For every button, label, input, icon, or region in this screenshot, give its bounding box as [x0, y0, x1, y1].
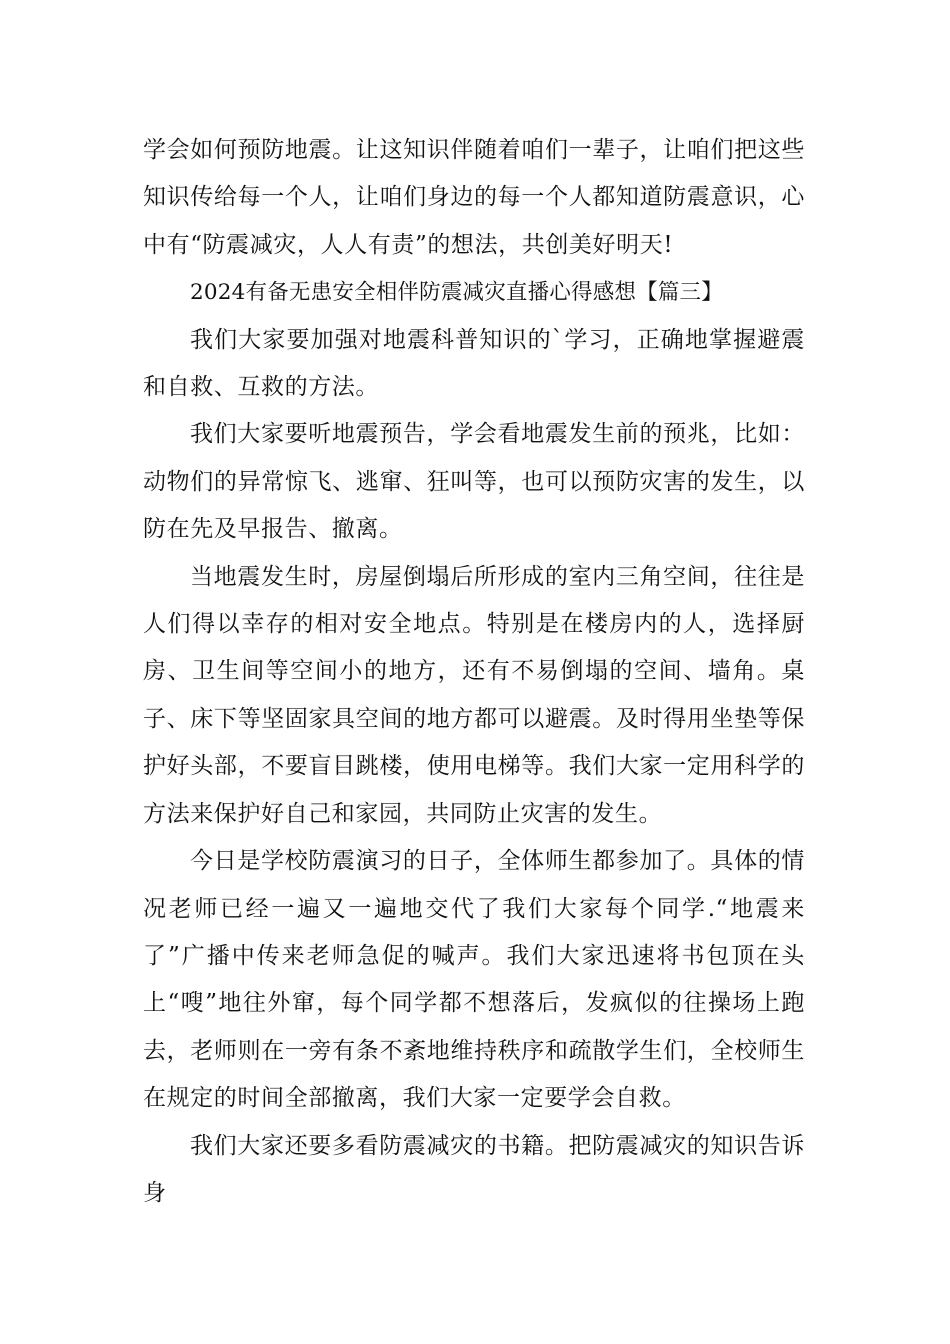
paragraph-4: 今日是学校防震演习的日子，全体师生都参加了。具体的情况老师已经一遍又一遍地交代了我们大家每个同学.“地震来了”广播中传来老师急促的喊声。我们大家迅速将书包顶在头上“嗖”地往外窜，每个同学都不想落后，发疯似的往操场上跑去，老师则在一旁有条不紊地维持秩序和疏散学生们，全校师生在规定的时间全部撤离，我们大家一定要学会自救。 [143, 848, 805, 1112]
document-body [143, 127, 805, 1217]
paragraph-continuation: 学会如何预防地震。让这知识伴随着咱们一辈子，让咱们把这些知识传给每一个人，让咱们身边的每一个人都知道防震意识，心中有“防震减灾，人人有责”的想法，共创美好明天! [143, 137, 805, 258]
section-heading: 2024有备无患安全相伴防震减灾直播心得感想【篇三】 [190, 280, 723, 306]
paragraph-5: 我们大家还要多看防震减灾的书籍。把防震减灾的知识告诉身 [143, 1132, 805, 1206]
paragraph-2: 我们大家要听地震预告，学会看地震发生前的预兆，比如：动物们的异常惊飞、逃窜、狂叫等，也可以预防灾害的发生，以防在先及早报告、撤离。 [143, 421, 805, 543]
paragraph-3: 当地震发生时，房屋倒塌后所形成的室内三角空间，往往是人们得以幸存的相对安全地点。特别是在楼房内的人，选择厨房、卫生间等空间小的地方，还有不易倒塌的空间、墙角。桌子、床下等坚固家具空间的地方都可以避震。及时得用坐垫等保护好头部，不要盲目跳楼，使用电梯等。我们大家一定用科学的方法来保护好自己和家园，共同防止灾害的发生。 [143, 563, 805, 827]
paragraph-1: 我们大家要加强对地震科普知识的`学习，正确地掌握避震和自救、互救的方法。 [143, 326, 805, 401]
